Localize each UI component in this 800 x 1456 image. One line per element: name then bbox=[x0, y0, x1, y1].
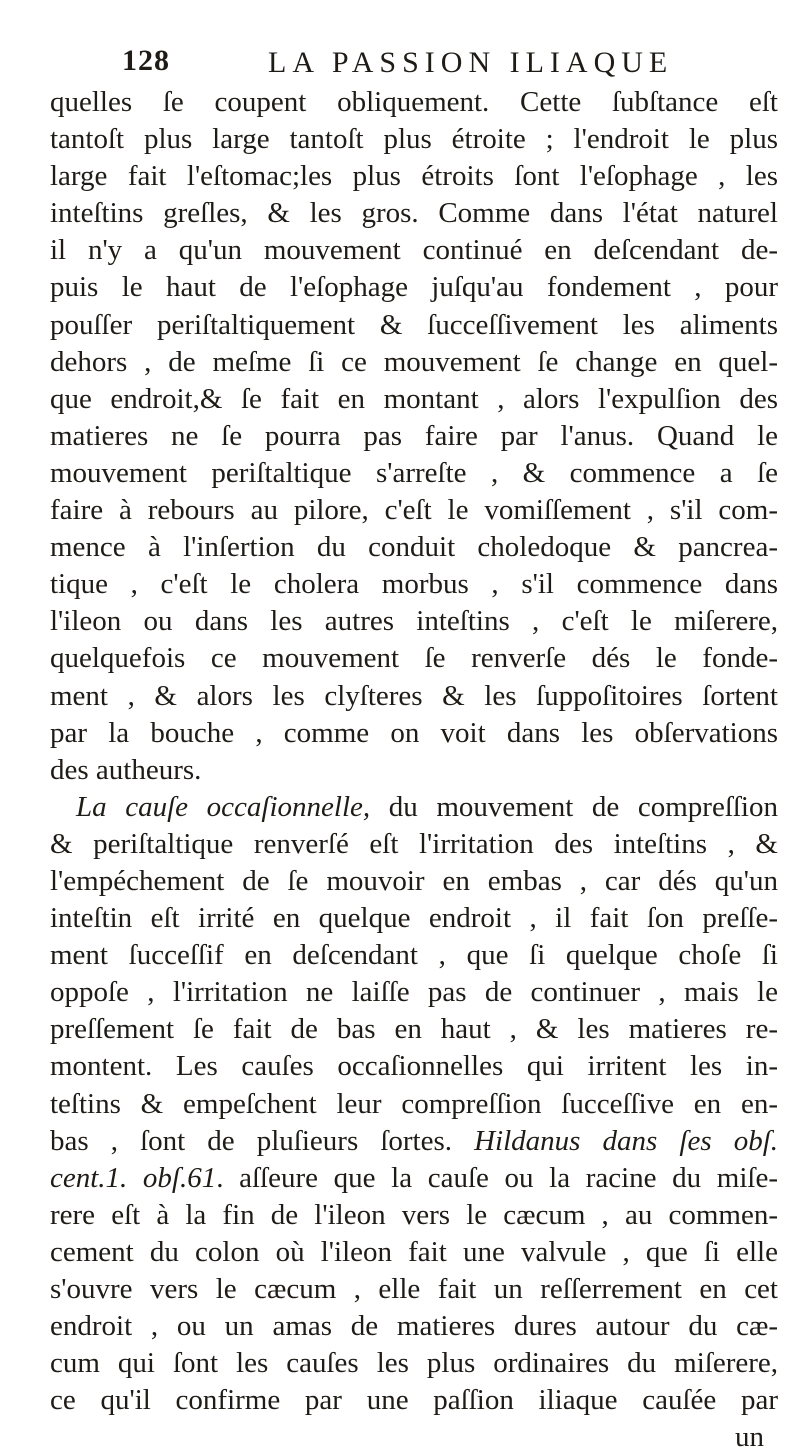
paragraph-opening-line bbox=[50, 789, 778, 826]
text-line: par la bouche , comme on voit dans les obſervations bbox=[50, 716, 778, 749]
text-line: s'ouvre vers le cæcum , elle fait un reſſerrement en cet bbox=[50, 1273, 778, 1305]
text-line: dehors , de meſme ſi ce mouvement ſe change en quel- bbox=[50, 345, 778, 378]
text-line: ment ſucceſſif en deſcendant , que ſi quelque choſe ſi bbox=[50, 939, 778, 972]
text-line: teſtins & empeſchent leur compreſſion ſucceſſive en en- bbox=[50, 1087, 778, 1120]
body-text bbox=[50, 84, 778, 1456]
text-segment: du mouvement de compreſſion bbox=[370, 790, 778, 823]
text-line: oppoſe , l'irritation ne laiſſe pas de continuer , mais le bbox=[50, 976, 778, 1009]
text-line: tantoſt plus large tantoſt plus étroite ; l'endroit le plus bbox=[50, 123, 778, 156]
text-line: & periſtaltique renverſé eſt l'irritation des inteſtins , & bbox=[50, 827, 778, 860]
text-line: cum qui ſont les cauſes les plus ordinaires du miſerere, bbox=[50, 1347, 778, 1380]
text-line: mence à l'inſertion du conduit choledoque & pancrea- bbox=[50, 531, 778, 564]
text-line: mouvement periſtaltique s'arreſte , & commence a ſe bbox=[50, 456, 778, 489]
text-line: matieres ne ſe pourra pas faire par l'anus. Quand le bbox=[50, 419, 778, 452]
text-line: quelquefois ce mouvement ſe renverſe dés le fonde- bbox=[50, 642, 778, 675]
text-line: inteſtin eſt irrité en quelque endroit , il fait ſon preſſe- bbox=[50, 902, 778, 935]
text-line: tique , c'eſt le cholera morbus , s'il commence dans bbox=[50, 568, 778, 601]
text-line: endroit , ou un amas de matieres dures autour du cæ- bbox=[50, 1310, 778, 1343]
text-line: l'ileon ou dans les autres inteſtins , c'eſt le miſerere, bbox=[50, 605, 778, 638]
running-title: LA PASSION ILIAQUE bbox=[268, 46, 674, 79]
text-line: inteſtins greſles, & les gros. Comme dans l'état naturel bbox=[50, 197, 778, 230]
text-segment: bas , ſont de pluſieurs ſortes. bbox=[50, 1124, 452, 1157]
text-line: ment , & alors les clyſteres & les ſuppoſitoires ſortent bbox=[50, 679, 778, 712]
text-line: rere eſt à la fin de l'ileon vers le cæcum , au commen- bbox=[50, 1198, 778, 1231]
text-line: ce qu'il confirme par une paſſion iliaque cauſée par bbox=[50, 1384, 778, 1417]
text-line: large fait l'eſtomac;les plus étroits ſont l'eſophage , les bbox=[50, 160, 778, 193]
text-line: faire à rebours au pilore, c'eſt le vomiſſement , s'il com- bbox=[50, 494, 778, 527]
text-line-with-citation bbox=[50, 1123, 778, 1160]
citation: cent.1. obſ.61 bbox=[50, 1161, 217, 1194]
text-line: preſſement ſe fait de bas en haut , & les matieres re- bbox=[50, 1013, 778, 1046]
section-lead-italic: La cauſe occaſionnelle, bbox=[76, 790, 371, 823]
text-line: l'empéchement de ſe mouvoir en embas , car dés qu'un bbox=[50, 864, 778, 897]
text-line: des autheurs. bbox=[50, 753, 202, 786]
text-line: puis le haut de l'eſophage juſqu'au fondement , pour bbox=[50, 271, 778, 304]
text-line: que endroit,& ſe fait en montant , alors l'expulſion des bbox=[50, 382, 778, 415]
text-line: quelles ſe coupent obliquement. Cette ſubſtance eſt bbox=[50, 86, 778, 118]
text-line: montent. Les cauſes occaſionnelles qui irritent les in- bbox=[50, 1050, 778, 1083]
text-line-with-citation bbox=[50, 1160, 778, 1197]
catchword: un bbox=[735, 1421, 764, 1454]
page-number: 128 bbox=[122, 44, 170, 77]
text-line: cement du colon où l'ileon fait une valvule , que ſi elle bbox=[50, 1235, 778, 1268]
text-segment: . aſſeure que la cauſe ou la racine du miſe- bbox=[216, 1161, 778, 1194]
text-line: il n'y a qu'un mouvement continué en deſcendant de- bbox=[50, 234, 778, 267]
running-head bbox=[40, 44, 778, 84]
citation: Hildanus dans ſes obſ. bbox=[474, 1124, 779, 1157]
text-line: pouſſer periſtaltiquement & ſucceſſivement les aliments bbox=[50, 308, 778, 341]
